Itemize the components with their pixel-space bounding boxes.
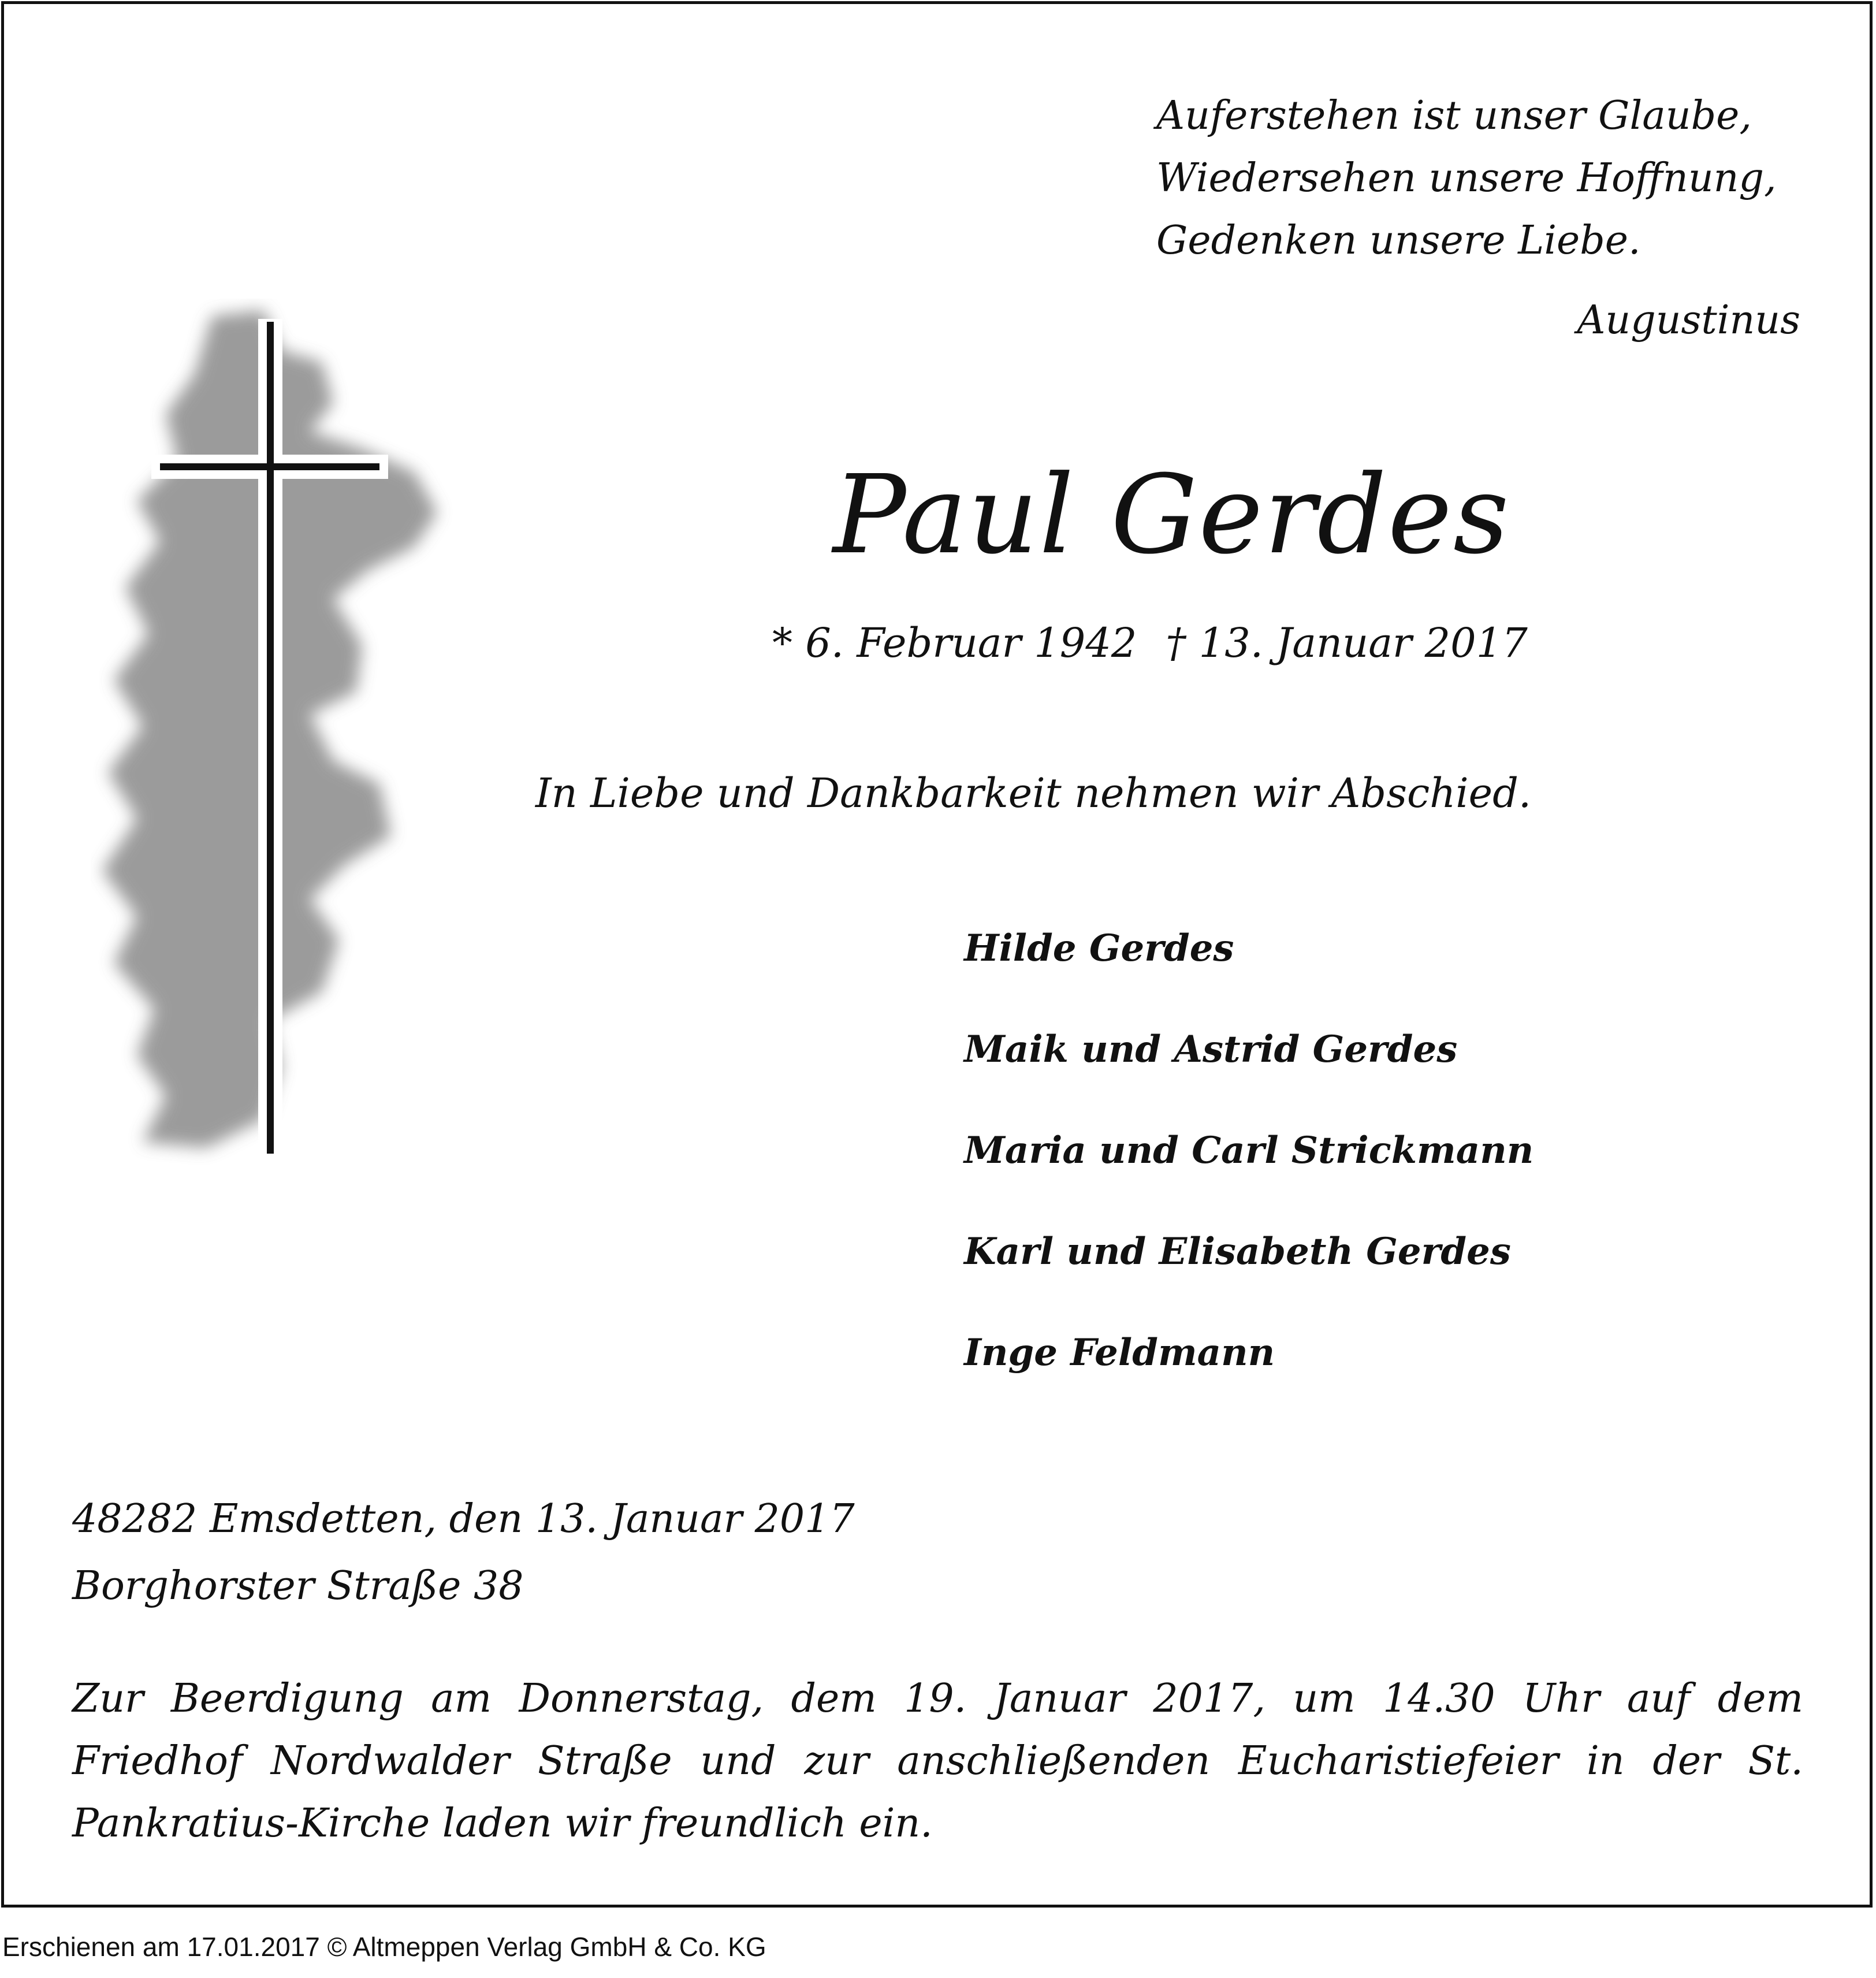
mourner: Hilde Gerdes [964,927,1234,970]
mourner: Maria und Carl Strickmann [964,1129,1534,1172]
quote-line: Wiedersehen unsere Hoffnung, [1156,155,1777,201]
quote-line: Auferstehen ist unser Glaube, [1156,93,1752,139]
place-and-address [72,1486,855,1620]
funeral-line: Friedhof Nordwalder Straße und zur anschließenden Eucharistiefeier in der St. [72,1738,1803,1784]
obituary-notice [1,1,1873,1908]
publication-footer: Erschienen am 17.01.2017 © Altmeppen Verlag GmbH & Co. KG [2,1932,766,1962]
death-date: † 13. Januar 2017 [1166,619,1528,667]
cross-icon [91,299,466,1206]
mourners-list [964,925,1533,1431]
funeral-info [72,1668,1803,1855]
mourner: Karl und Elisabeth Gerdes [964,1230,1511,1273]
life-dates [772,619,1528,667]
city-date: 48282 Emsdetten, den 13. Januar 2017 [72,1496,855,1542]
quote-author: Augustinus [1577,298,1800,343]
quote [1156,85,1777,272]
mourner: Maik und Astrid Gerdes [964,1028,1458,1071]
farewell-text: In Liebe und Dankbarkeit nehmen wir Abschied. [535,769,1532,817]
quote-line: Gedenken unsere Liebe. [1156,218,1641,263]
street-address: Borghorster Straße 38 [72,1563,524,1609]
deceased-name: Paul Gerdes [833,452,1510,578]
birth-date: * 6. Februar 1942 [772,619,1137,667]
funeral-line: Pankratius-Kirche laden wir freundlich ein. [72,1801,933,1846]
funeral-line: Zur Beerdigung am Donnerstag, dem 19. Januar 2017, um 14.30 Uhr auf dem [72,1676,1803,1722]
mourner: Inge Feldmann [964,1331,1275,1374]
